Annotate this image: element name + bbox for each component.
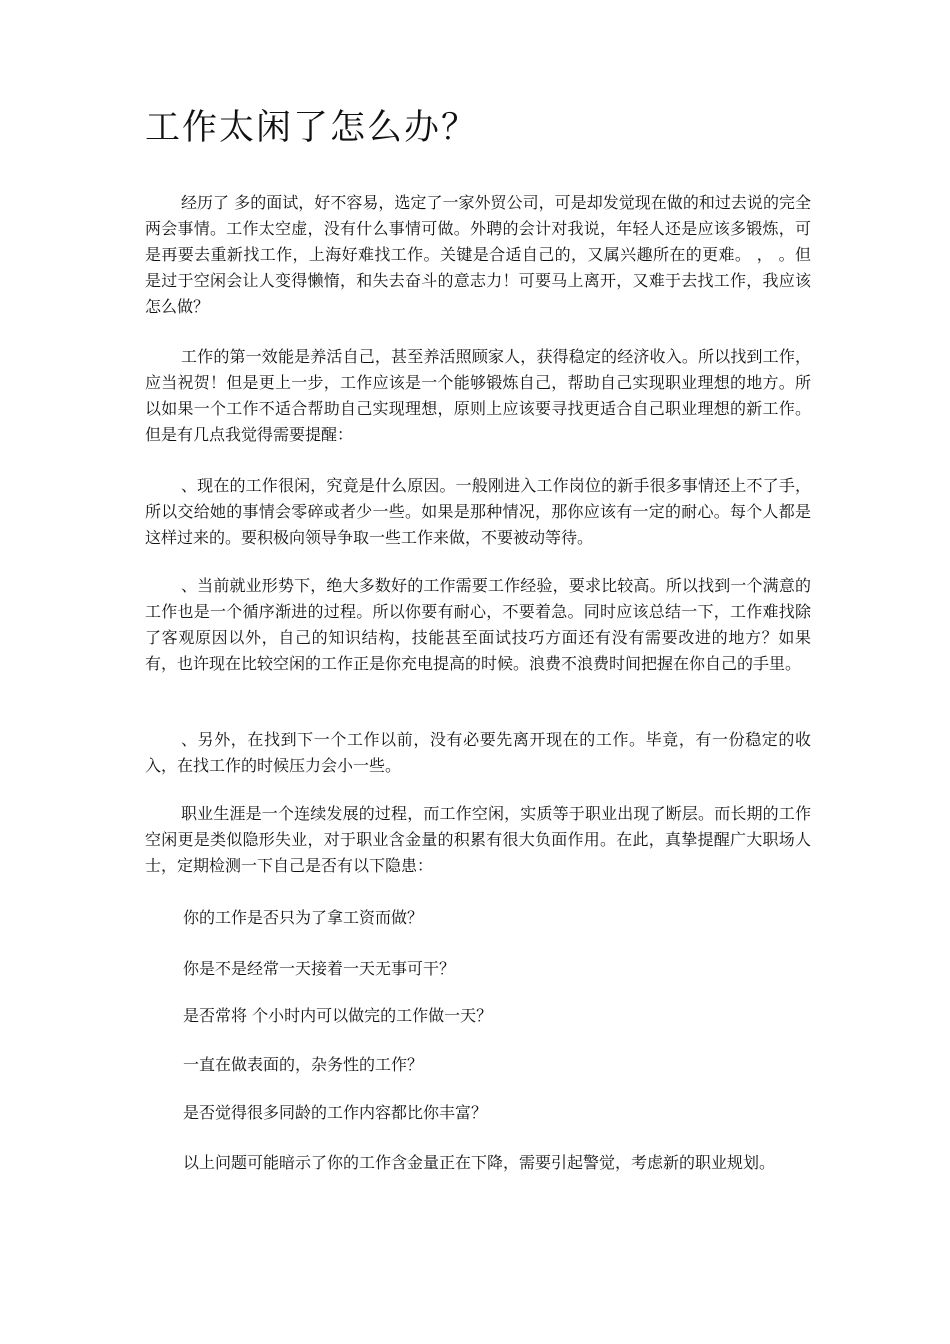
point-2-paragraph: 、当前就业形势下，绝大多数好的工作需要工作经验，要求比较高。所以找到一个满意的工作也是一个循序渐进的过程。所以你要有耐心，不要着急。同时应该总结一下，工作难找除了客观原因以外，自己的知识结构，技能甚至面试技巧方面还有没有需要改进的地方？如果有，也许现在比较空闲的工作正是你充电提高的时候。浪费不浪费时间把握在你自己的手里。: [145, 576, 811, 673]
answer-intro-paragraph: 工作的第一效能是养活自己，甚至养活照顾家人，获得稳定的经济收入。所以找到工作，应当祝贺！但是更上一步，工作应该是一个能够锻炼自己，帮助自己实现职业理想的地方。所以如果一个工作不适合帮助自己实现理想，原则上应该要寻找更适合自己职业理想的新工作。但是有几点我觉得需要提醒：: [145, 347, 811, 444]
checklist-question: 是否常将 个小时内可以做完的工作做一天？: [183, 1006, 493, 1025]
checklist-question: 你是不是经常一天接着一天无事可干？: [183, 959, 456, 978]
question-paragraph: 经历了 多的面试，好不容易，选定了一家外贸公司，可是却发觉现在做的和过去说的完全两会事情。工作太空虚，没有什么事情可做。外聘的会计对我说，年轻人还是应该多锻炼，可是再要去重新找工作，上海好难找工作。关键是合适自己的，又属兴趣所在的更难。 ， 。但是过于空闲会让人变得懒惰，和失去奋斗的意志力！可要马上离开，又难于去找工作，我应该怎么做？: [145, 193, 811, 316]
career-paragraph: 职业生涯是一个连续发展的过程，而工作空闲，实质等于职业出现了断层。而长期的工作空闲更是类似隐形失业，对于职业含金量的积累有很大负面作用。在此，真挚提醒广大职场人士，定期检测一下自己是否有以下隐患：: [145, 804, 811, 875]
point-1-paragraph: 、现在的工作很闲，究竟是什么原因。一般刚进入工作岗位的新手很多事情还上不了手，所以交给她的事情会零碎或者少一些。如果是那种情况，那你应该有一定的耐心。每个人都是这样过来的。要积极向领导争取一些工作来做，不要被动等待。: [145, 476, 811, 547]
page-title: 工作太闲了怎么办？: [145, 108, 479, 148]
conclusion-paragraph: 以上问题可能暗示了你的工作含金量正在下降，需要引起警觉，考虑新的职业规划。: [183, 1153, 776, 1172]
checklist-question: 是否觉得很多同龄的工作内容都比你丰富？: [183, 1103, 488, 1122]
point-3-paragraph: 、另外，在找到下一个工作以前，没有必要先离开现在的工作。毕竟，有一份稳定的收入，在找工作的时候压力会小一些。: [145, 730, 811, 775]
checklist-question: 你的工作是否只为了拿工资而做？: [183, 908, 424, 927]
checklist-question: 一直在做表面的，杂务性的工作？: [183, 1055, 424, 1074]
